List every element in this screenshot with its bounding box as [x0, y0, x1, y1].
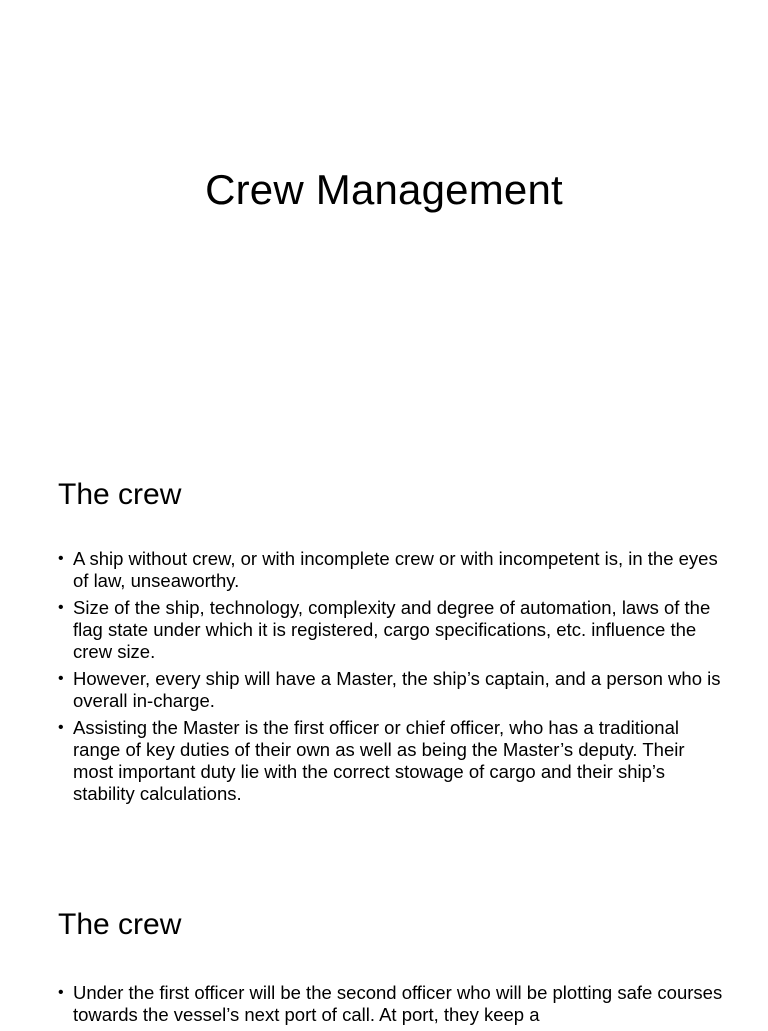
bullet-text: Assisting the Master is the first officer or chief officer, who has a traditional range of key duties of their own as well as being the Master’s deputy. Their most important duty lie with the correct stowage of cargo and their ship’s stability calculations. — [73, 717, 685, 804]
bullet-text: Size of the ship, technology, complexity and degree of automation, laws of the flag state under which it is registered, cargo specifications, etc. influence the crew size. — [73, 597, 711, 662]
title-slide — [0, 0, 768, 432]
bullet-item — [58, 548, 726, 592]
bullet-icon: • — [58, 550, 64, 567]
slide-heading: The crew — [58, 908, 182, 941]
bullet-icon: • — [58, 984, 64, 1001]
bullet-item — [58, 597, 726, 663]
crew-slide-2 — [0, 864, 768, 1024]
bullet-icon: • — [58, 719, 64, 736]
document-title: Crew Management — [205, 166, 563, 213]
slide-heading: The crew — [58, 478, 182, 511]
bullet-list — [58, 548, 726, 810]
bullet-text: A ship without crew, or with incomplete crew or with incompetent is, in the eyes of law, unseaworthy. — [73, 548, 718, 591]
bullet-text: However, every ship will have a Master, the ship’s captain, and a person who is overall in-charge. — [73, 668, 721, 711]
bullet-item — [58, 717, 726, 805]
bullet-text: Under the first officer will be the second officer who will be plotting safe courses towards the vessel’s next port of call. At port, they keep a — [73, 982, 723, 1025]
bullet-item — [58, 668, 726, 712]
bullet-icon: • — [58, 670, 64, 687]
bullet-item — [58, 982, 726, 1026]
crew-slide-1 — [0, 432, 768, 864]
bullet-icon: • — [58, 599, 64, 616]
